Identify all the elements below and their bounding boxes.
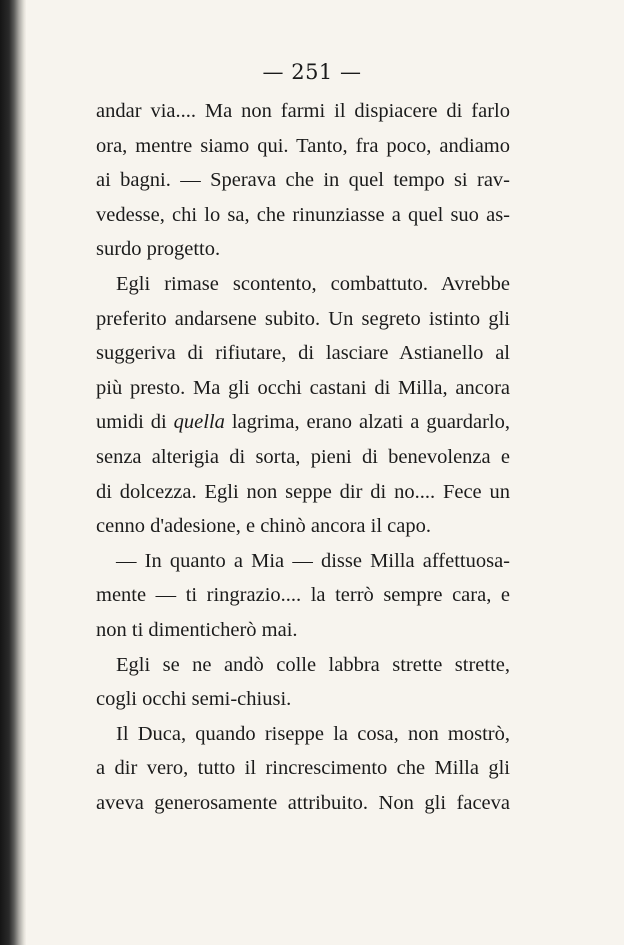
- text-line: non ti dimenticherò mai.: [96, 618, 298, 641]
- text-segment: lagrima, erano alzati a guardarlo,: [224, 411, 510, 434]
- text-line: ora, mentre siamo qui. Tanto, fra poco, andiamo: [96, 134, 510, 157]
- text-line: — In quanto a Mia — disse Milla affettuosa-: [116, 549, 510, 572]
- text-line: [96, 405, 510, 440]
- text-line: di dolcezza. Egli non seppe dir di no.... Fece un: [96, 480, 510, 503]
- page-number: — 251 —: [262, 60, 362, 84]
- text-line: più presto. Ma gli occhi castani di Milla, ancora: [96, 376, 510, 399]
- text-line: Egli rimase scontento, combattuto. Avrebbe: [116, 272, 510, 295]
- text-line: andar via.... Ma non farmi il dispiacere di farlo: [96, 100, 510, 122]
- text-line: vedesse, chi lo sa, che rinunziasse a quel suo as-: [96, 203, 510, 226]
- text-line: ai bagni. — Sperava che in quel tempo si rav-: [96, 169, 510, 192]
- italic-word: quella: [173, 411, 225, 434]
- text-line: preferito andarsene subito. Un segreto istinto gli: [96, 307, 510, 330]
- text-line: aveva generosamente attribuito. Non gli faceva: [96, 791, 510, 814]
- text-segment: umidi di: [96, 411, 174, 434]
- text-line: Egli se ne andò colle labbra strette strette,: [116, 653, 510, 676]
- text-line: Il Duca, quando riseppe la cosa, non mostrò,: [116, 722, 510, 745]
- body-text: [96, 94, 510, 820]
- text-line: mente — ti ringrazio.... la terrò sempre cara, e: [96, 584, 510, 607]
- text-line: surdo progetto.: [96, 238, 221, 261]
- text-line: suggeriva di rifiutare, di lasciare Astianello al: [96, 342, 510, 365]
- text-line: cogli occhi semi-chiusi.: [96, 688, 292, 711]
- book-binding-edge: [0, 0, 26, 945]
- text-line: cenno d'adesione, e chinò ancora il capo.: [96, 515, 431, 538]
- text-line: a dir vero, tutto il rincrescimento che Milla gli: [96, 757, 510, 780]
- text-line: senza alterigia di sorta, pieni di benevolenza e: [96, 445, 510, 468]
